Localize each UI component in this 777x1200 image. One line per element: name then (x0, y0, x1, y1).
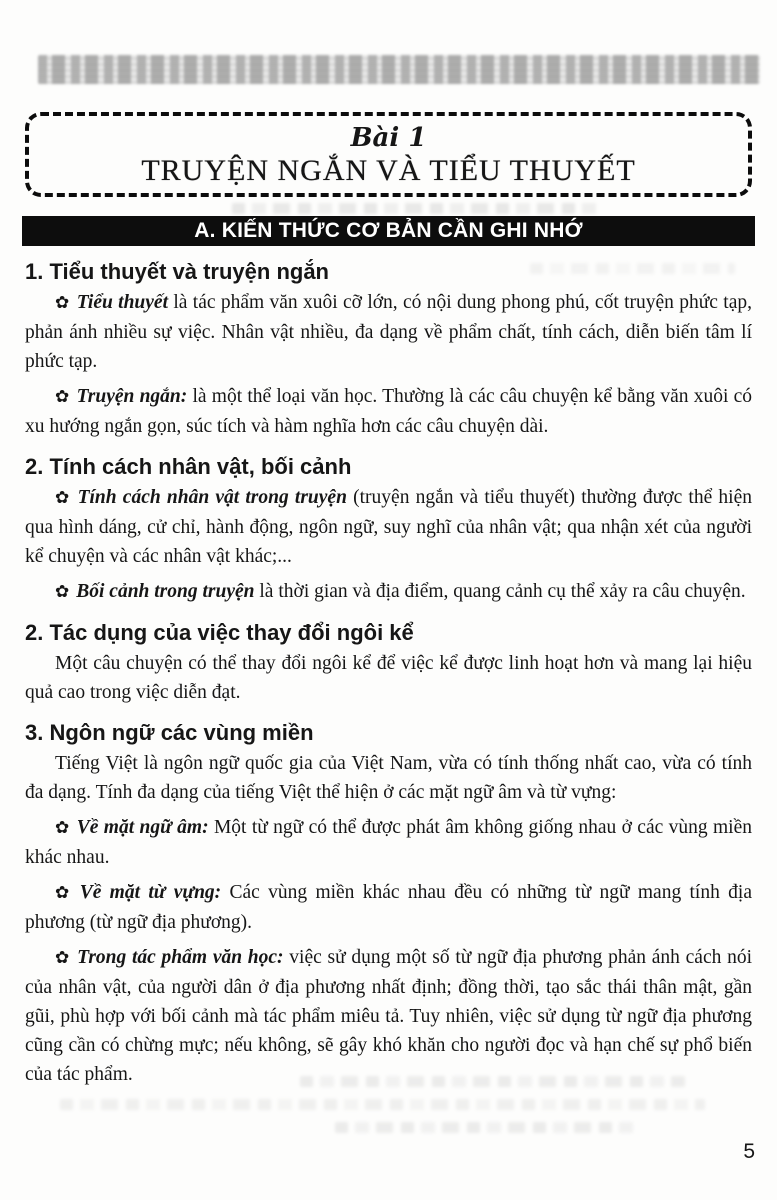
paragraph (25, 577, 752, 607)
paragraph-lead: Về mặt ngữ âm: (76, 817, 209, 838)
paragraph-text: Một câu chuyện có thể thay đổi ngôi kể để việc kể được linh hoạt hơn và mang lại hiệu quả cao trong việc diễn đạt. (25, 653, 752, 703)
showthrough-band (38, 55, 760, 84)
paragraph-text: là thời gian và địa điểm, quang cảnh cụ thể xảy ra câu chuyện. (254, 581, 746, 602)
paragraph (25, 483, 752, 571)
paragraph-text: là một thể loại văn học. Thường là các câu chuyện kể bằng văn xuôi có xu hướng ngắn gọn, súc tích và hàm nghĩa hơn các câu chuyện dài. (25, 386, 753, 437)
paragraph (25, 878, 752, 937)
page-content (25, 112, 752, 1095)
section-heading: 2. Tác dụng của việc thay đổi ngôi kể (25, 620, 414, 645)
paragraph-text: Tiếng Việt là ngôn ngữ quốc gia của Việt Nam, vừa có tính thống nhất cao, vừa có tính đa dạng. Tính đa dạng của tiếng Việt thể hiện ở các mặt ngữ âm và từ vựng: (25, 753, 752, 803)
paragraph-text: việc sử dụng một số từ ngữ địa phương phản ánh cách nói của nhân vật, của người dân ở địa phương nhất định; đồng thời, tạo sắc thái thân mật, gần gũi, phù hợp với bối cảnh mà tác phẩm miêu tả. Tuy nhiên, việc sử dụng từ ngữ địa phương cũng cần có chừng mực; nếu không, sẽ gây khó khăn cho người đọc và hạn chế sự phổ biến của tác phẩm. (25, 947, 753, 1085)
section-banner: A. KIẾN THỨC CƠ BẢN CẦN GHI NHỚ (22, 216, 755, 246)
paragraph (25, 813, 752, 872)
section-heading: 1. Tiểu thuyết và truyện ngắn (25, 259, 329, 284)
lesson-title: TRUYỆN NGẮN VÀ TIỂU THUYẾT (141, 153, 636, 187)
paragraph-text: Các vùng miền khác nhau đều có những từ ngữ mang tính địa phương (từ ngữ địa phương). (25, 882, 752, 933)
florette-icon: ✿ (55, 948, 71, 968)
paragraph-lead: Bối cảnh trong truyện (76, 581, 255, 602)
showthrough-text (335, 1122, 640, 1133)
lesson-title-box (25, 112, 752, 197)
paragraph (25, 649, 752, 707)
lesson-number: Bài 1 (350, 122, 427, 153)
paragraph (25, 749, 752, 807)
paragraph-text: Một từ ngữ có thể được phát âm không giống nhau ở các vùng miền khác nhau. (25, 817, 752, 868)
paragraph-lead: Truyện ngắn: (76, 386, 188, 407)
paragraph-lead: Về mặt từ vựng: (79, 882, 222, 903)
paragraph-lead: Tính cách nhân vật trong truyện (77, 487, 347, 508)
florette-icon: ✿ (55, 293, 70, 313)
paragraph-lead: Tiểu thuyết (76, 292, 169, 313)
paragraph-text: (truyện ngắn và tiểu thuyết) thường được thể hiện qua hình dáng, cử chỉ, hành động, ngôn ngữ, suy nghĩ của nhân vật; qua nhận xét của người kể chuyện và các nhân vật khác;... (25, 487, 753, 567)
florette-icon: ✿ (55, 387, 70, 407)
paragraph-text: là tác phẩm văn xuôi cỡ lớn, có nội dung phong phú, cốt truyện phức tạp, phản ánh nhiều sự việc. Nhân vật nhiều, đa dạng về phẩm chất, tính cách, diễn biến tâm lí phức tạp. (25, 292, 752, 372)
florette-icon: ✿ (55, 488, 71, 508)
paragraph (25, 288, 752, 376)
section-heading: 2. Tính cách nhân vật, bối cảnh (25, 454, 352, 479)
paragraph-lead: Trong tác phẩm văn học: (77, 947, 284, 968)
paragraph (25, 943, 752, 1089)
page-number: 5 (743, 1140, 755, 1163)
paragraph (25, 382, 752, 441)
section-heading: 3. Ngôn ngữ các vùng miền (25, 720, 314, 745)
florette-icon: ✿ (55, 883, 73, 903)
showthrough-text (60, 1099, 705, 1110)
florette-icon: ✿ (55, 818, 70, 838)
florette-icon: ✿ (55, 582, 70, 602)
